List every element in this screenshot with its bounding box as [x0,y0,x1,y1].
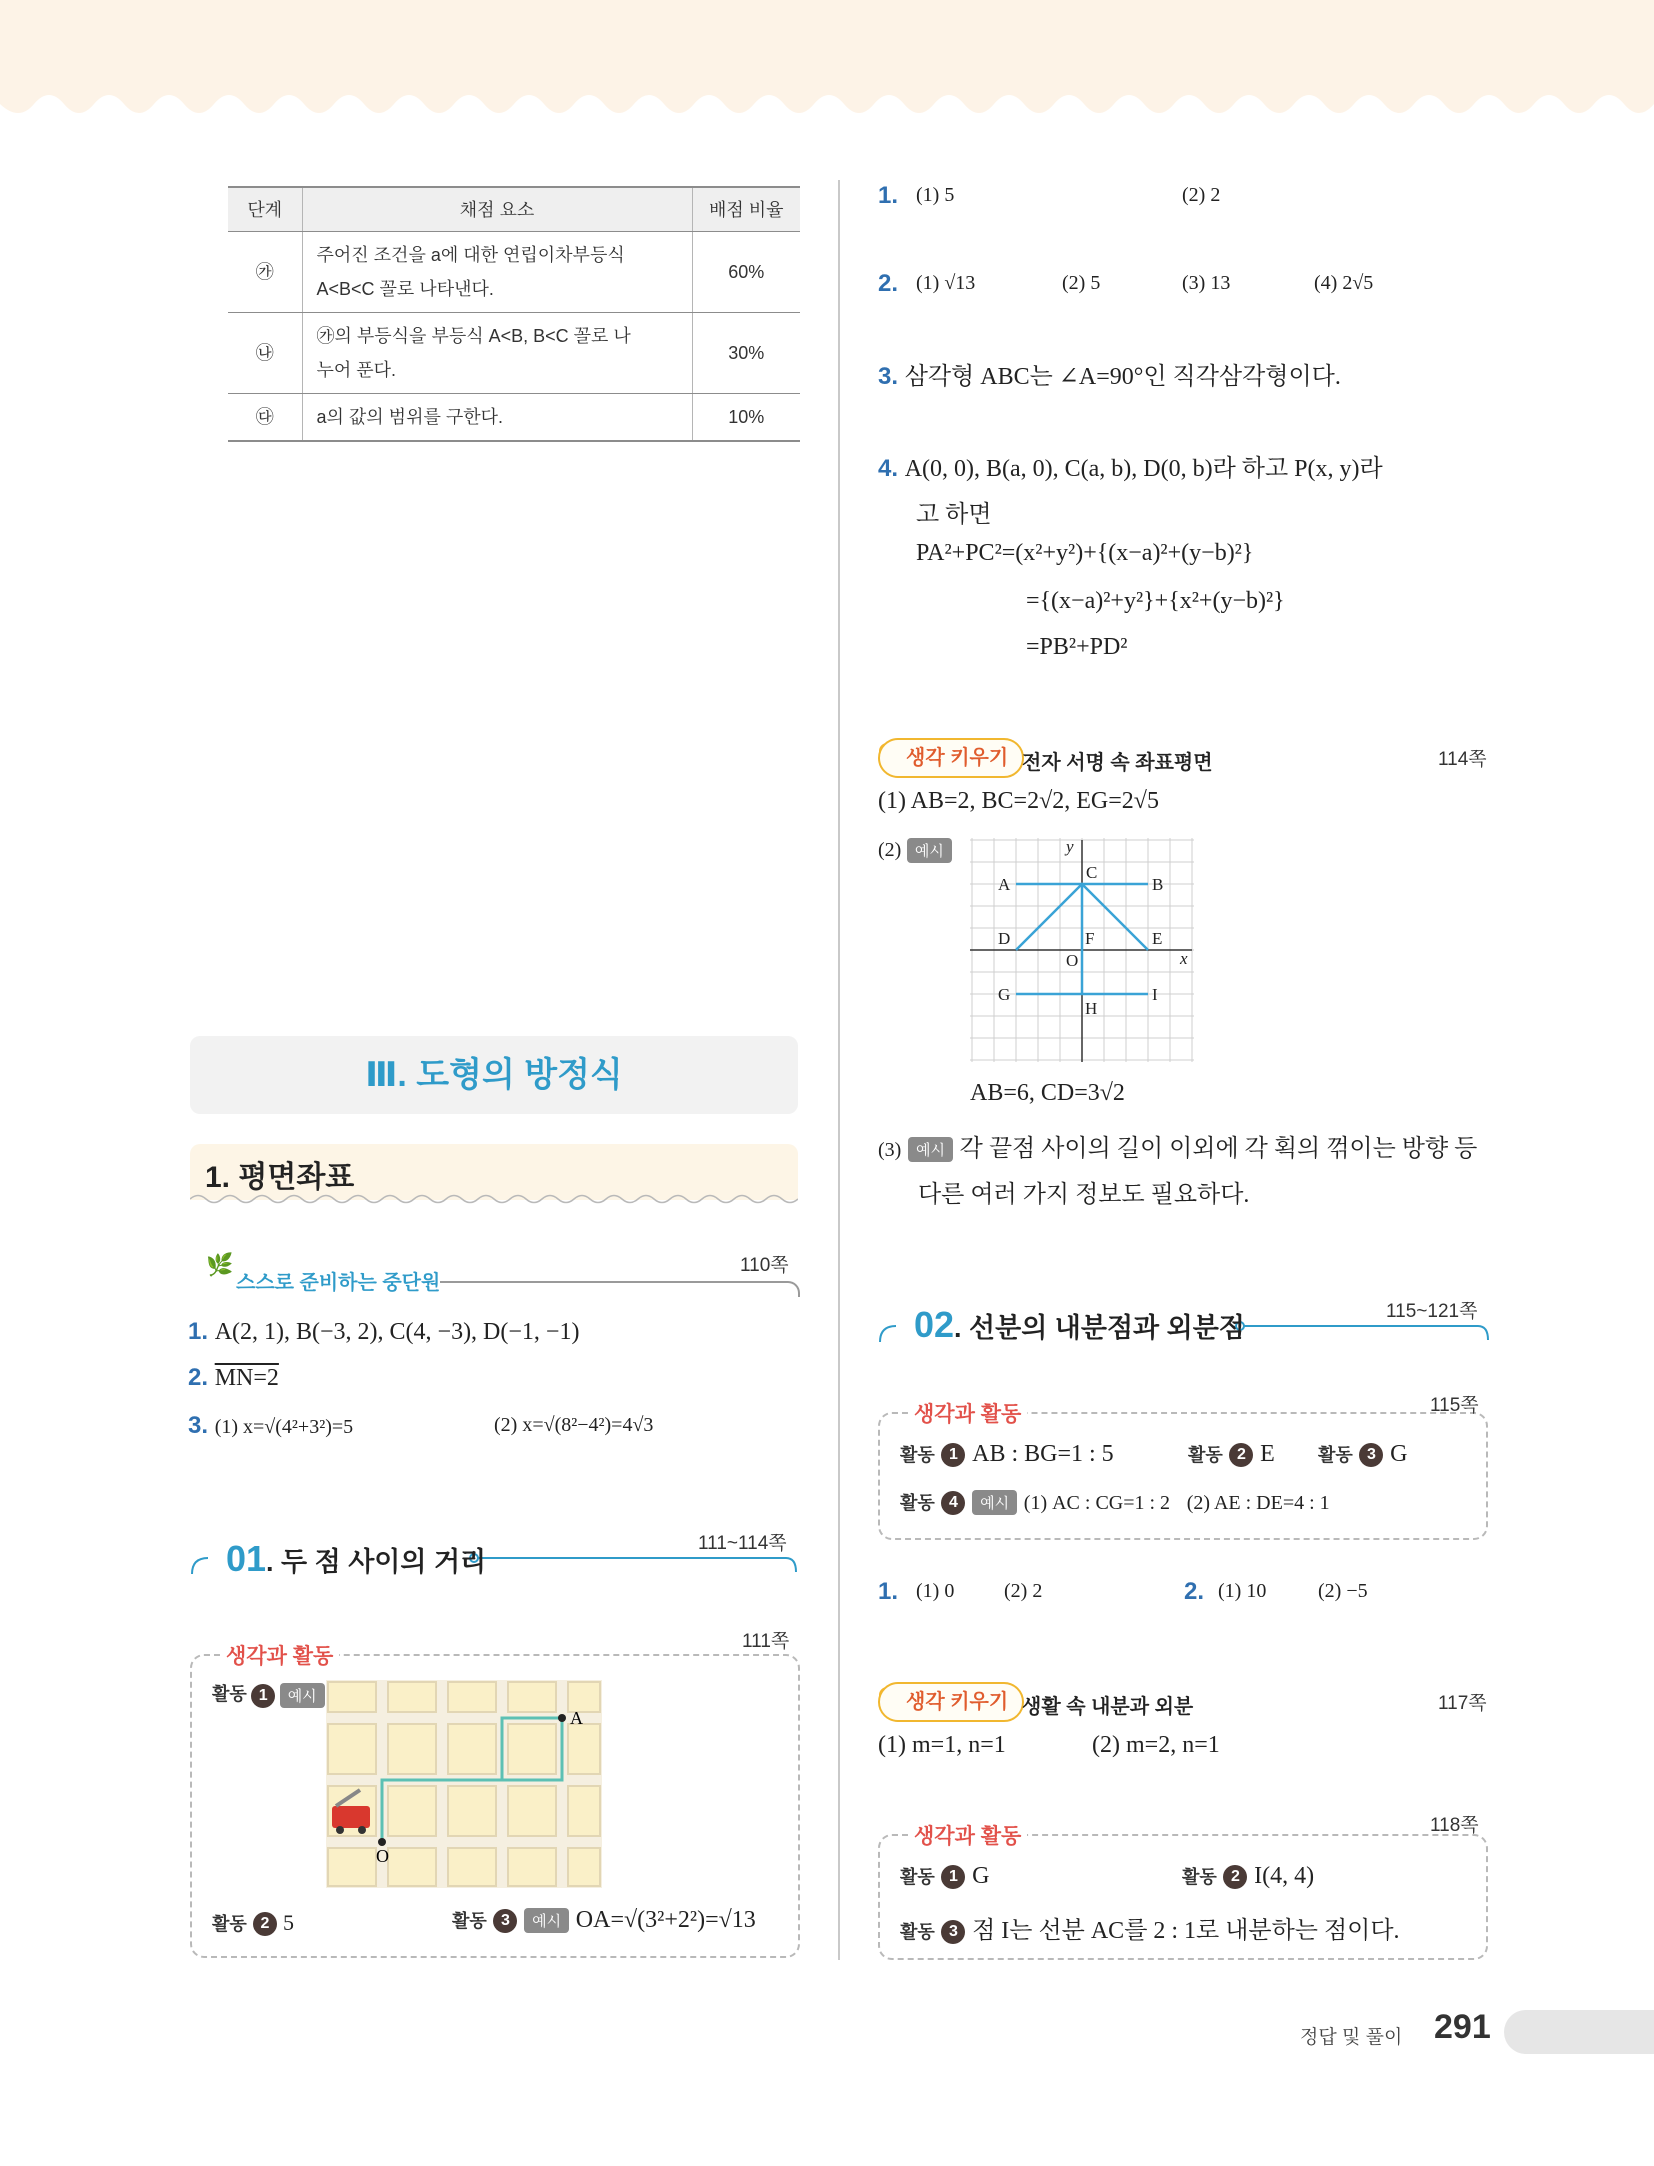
page-ref: 117쪽 [1438,1693,1487,1714]
city-map-diagram [326,1680,602,1888]
table-cell [302,231,692,312]
page-ref: 118쪽 [1430,1815,1479,1836]
table-cell: 10% [692,393,800,441]
table-cell: a의 값의 범위를 구한다. [302,393,692,441]
activity-label: 활동 [212,1684,247,1704]
answer: A(0, 0), B(a, 0), C(a, b), D(0, b)라 하고 P(x, y)라 [904,456,1383,482]
grid-label: A [998,875,1011,894]
answer: (1) 10 [1218,1580,1267,1602]
think-answer: 다른 여러 가지 정보도 필요하다. [918,1182,1250,1208]
prep-rule [440,1281,800,1297]
example-tag: 예시 [524,1908,569,1933]
table-cell: ㉰ [228,393,302,441]
activity-box [878,1412,1488,1540]
table-header: 배점 비율 [692,187,800,231]
activity-label: 활동 [1188,1445,1223,1465]
item-number: (2) [878,838,902,861]
point-a-label: A [570,1708,583,1728]
leaf-icon: 🌿 [206,1252,234,1277]
prep-q1: A(2, 1), B(−3, 2), C(4, −3), D(−1, −1) [214,1319,580,1345]
activity-label: 활동 [900,1867,935,1887]
page-ref: 110쪽 [740,1255,789,1276]
activity-answer: E [1260,1441,1275,1467]
cell-line: 누어 푼다. [316,359,397,380]
activity-answer: (2) AE : DE=4 : 1 [1186,1492,1330,1514]
table-cell: ㉯ [228,312,302,393]
think-badge: 생각 키우기 [878,738,1024,778]
section-title: . 두 점 사이의 거리 [266,1547,487,1577]
cell-line: 주어진 조건을 a에 대한 연립이차부등식 [316,244,625,265]
section-number: 01 [226,1538,267,1579]
answer: (2) 2 [1004,1580,1043,1602]
prep-label: 스스로 준비하는 중단원 [236,1272,441,1294]
answer: (1) √13 [916,272,976,294]
section-title: . 선분의 내분점과 외분점 [954,1313,1245,1343]
activity-answer: 점 I는 선분 AC를 2 : 1로 내분하는 점이다. [972,1918,1400,1944]
activity-answer: I(4, 4) [1254,1863,1315,1889]
page-ref: 111쪽 [742,1631,790,1652]
grid-label: x [1180,949,1188,968]
activity-label: 활동 [1182,1867,1217,1887]
activity-label: 활동 [900,1493,935,1513]
activity-label: 활동 [1318,1445,1353,1465]
table-row [228,312,800,393]
section-subtitle: 1. 평면좌표 [205,1161,355,1194]
footer-label: 정답 및 풀이 [1300,2027,1403,2048]
equation-line: =PB²+PD² [1026,634,1128,660]
grid-label: I [1152,985,1158,1004]
grid-label: H [1085,999,1098,1018]
grid-label: F [1085,929,1095,948]
grid-label: G [998,985,1011,1004]
question-number: 2. [1184,1578,1205,1605]
page-ref: 114쪽 [1438,749,1487,770]
footer-tab [1504,2010,1654,2054]
activity-answer: OA=√(3²+2²)=√13 [575,1907,756,1933]
page-number: 291 [1434,2008,1491,2046]
grid-label: C [1086,863,1098,882]
prep-q3b: (2) x=√(8²−4²)=4√3 [494,1414,654,1436]
table-cell: 30% [692,312,800,393]
think-title: 전자 서명 속 좌표평면 [1022,752,1213,774]
cell-line: A<B<C 꼴로 나타낸다. [316,278,494,299]
answer: (2) −5 [1318,1580,1368,1602]
table-cell: 60% [692,231,800,312]
answer: 고 하면 [916,502,992,528]
table-header: 단계 [228,187,302,231]
activity-label: 활동 [900,1445,935,1465]
table-row [228,231,800,312]
answer: 삼각형 ABC는 ∠A=90°인 직각삼각형이다. [904,364,1341,390]
think-title: 생활 속 내분과 외분 [1022,1696,1194,1718]
grid-label: D [998,929,1011,948]
question-number: 1. [878,1578,899,1605]
chapter-title: Ⅲ. 도형의 방정식 [190,1036,798,1114]
activity-label: 생각과 활동 [908,1820,1027,1850]
grid-label: E [1152,929,1163,948]
answer: (1) 5 [916,184,955,206]
wavy-underline [190,1192,798,1206]
activity-label: 생각과 활동 [220,1640,339,1670]
activity-label: 활동 [212,1914,247,1934]
activity-answer: G [972,1863,990,1889]
activity-answer: (1) AC : CG=1 : 2 [1023,1492,1171,1514]
example-tag: 예시 [907,838,952,863]
table-cell: ㉮ [228,231,302,312]
item-number: (3) [878,1139,902,1161]
page-ref: 111~114쪽 [698,1533,787,1554]
grid-label: y [1066,838,1074,856]
cell-line: ㉮의 부등식을 부등식 A<B, B<C 꼴로 나 [316,325,631,346]
equation-line: ={(x−a)²+y²}+{x²+(y−b)²} [1026,588,1285,614]
think-answer: AB=6, CD=3√2 [970,1080,1125,1106]
answer: (2) 5 [1062,272,1101,294]
page-ref: 115쪽 [1430,1395,1479,1416]
activity-label: 생각과 활동 [908,1398,1027,1428]
section-number: 02 [914,1304,955,1345]
grid-label: O [1066,951,1079,970]
activity-label: 활동 [900,1922,935,1942]
point-o-label: O [376,1846,389,1866]
activity-answer: G [1390,1441,1408,1467]
table-cell [302,312,692,393]
answer: (3) 13 [1182,272,1231,294]
column-divider [838,180,840,1960]
prep-q3a: (1) x=√(4²+3²)=5 [214,1416,354,1438]
table-row [228,393,800,441]
coordinate-grid [970,838,1196,1064]
example-tag: 예시 [972,1490,1017,1515]
header-band [0,0,1654,130]
example-tag: 예시 [280,1683,325,1708]
think-answer: (1) AB=2, BC=2√2, EG=2√5 [878,788,1159,814]
activity-label: 활동 [452,1911,487,1931]
activity-answer: 5 [283,1910,295,1935]
table-header: 채점 요소 [302,187,692,231]
answer: (1) 0 [916,1580,955,1602]
grid-label: B [1152,875,1164,894]
think-answer: (2) m=2, n=1 [1092,1732,1220,1758]
think-answer: (1) m=1, n=1 [878,1732,1006,1758]
equation-line: PA²+PC²=(x²+y²)+{(x−a)²+(y−b)²} [916,540,1254,566]
activity-answer: AB : BG=1 : 5 [972,1441,1114,1467]
answer: (2) 2 [1182,184,1221,206]
table-header-row [228,187,800,231]
think-badge: 생각 키우기 [878,1682,1024,1722]
prep-q2: MN=2 [214,1365,279,1391]
scoring-table [228,186,800,442]
answer: (4) 2√5 [1314,272,1374,294]
example-tag: 예시 [908,1137,953,1162]
think-answer: 각 끝점 사이의 길이 이외에 각 획의 꺾이는 방향 등 [959,1136,1478,1162]
page-ref: 115~121쪽 [1386,1301,1478,1322]
